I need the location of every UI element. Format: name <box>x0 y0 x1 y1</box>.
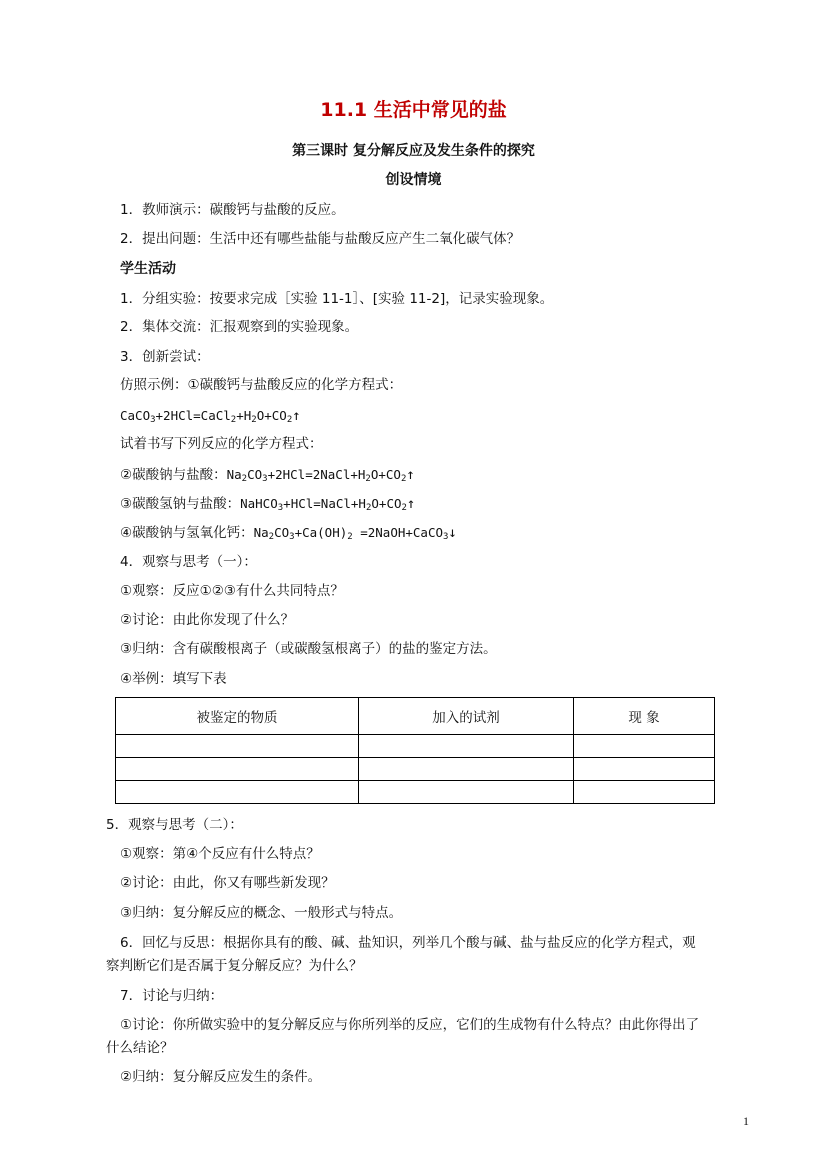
create-item-2: 2．提出问题：生活中还有哪些盐能与盐酸反应产生二氧化碳气体？ <box>120 231 521 247</box>
section-heading-create: 创设情境 <box>385 172 442 188</box>
observe-1-item-3: ③归纳：含有碳酸根离子（或碳酸氢根离子）的盐的鉴定方法。 <box>120 641 497 657</box>
table-cell[interactable] <box>116 758 359 781</box>
equation-3: ③碳酸氢钠与盐酸：$NaHCO_3+HCl=NaCl+H_2O+CO_2↑$ <box>120 496 416 513</box>
discuss-item-2: ②归纳：复分解反应发生的条件。 <box>120 1069 322 1085</box>
table-header-reagent: 加入的试剂 <box>359 698 574 735</box>
table-cell[interactable] <box>359 781 574 804</box>
equation-2: ②碳酸钠与盐酸：$Na_2CO_3+2HCl=2NaCl+H_2O+CO_2↑$ <box>120 467 415 484</box>
equation-example: $CaCO_3+2HCl=CaCl_2+H_2O+CO_2↑$ <box>120 408 301 425</box>
equation-4: ④碳酸钠与氢氧化钙：$Na_2CO_3+Ca(OH)_2$ =2NaOH+CaCO$_3$↓ <box>120 525 457 542</box>
discuss-heading: 7．讨论与归纳： <box>120 988 224 1004</box>
table-cell[interactable] <box>574 781 715 804</box>
discuss-item-1-line-2: 什么结论？ <box>106 1040 174 1056</box>
try-intro: 试着书写下列反应的化学方程式： <box>120 436 323 452</box>
create-item-1: 1．教师演示：碳酸钙与盐酸的反应。 <box>120 202 345 218</box>
activity-item-2: 2．集体交流：汇报观察到的实验现象。 <box>120 319 359 335</box>
discuss-item-1-line-1: ①讨论：你所做实验中的复分解反应与你所列举的反应，它们的生成物有什么特点？由此你得出了 <box>120 1017 700 1033</box>
page-title: 11.1 生活中常见的盐 <box>320 99 507 121</box>
observe-1-item-2: ②讨论：由此你发现了什么？ <box>120 612 295 628</box>
reflect-line-1: 6．回忆与反思：根据你具有的酸、碱、盐知识，列举几个酸与碱、盐与盐反应的化学方程式，观 <box>120 935 696 951</box>
lesson-subtitle: 第三课时 复分解反应及发生条件的探究 <box>292 143 535 159</box>
observe-2-heading: 5．观察与思考（二）： <box>106 817 243 833</box>
example-intro: 仿照示例：①碳酸钙与盐酸反应的化学方程式： <box>120 377 403 393</box>
table-cell[interactable] <box>574 735 715 758</box>
reflect-line-2: 察判断它们是否属于复分解反应？为什么？ <box>106 958 363 974</box>
table-header-row <box>116 698 715 735</box>
table-cell[interactable] <box>359 735 574 758</box>
table-cell[interactable] <box>116 735 359 758</box>
identification-table <box>115 697 715 804</box>
table-cell[interactable] <box>116 781 359 804</box>
table-header-substance: 被鉴定的物质 <box>116 698 359 735</box>
table-row <box>116 758 715 781</box>
observe-2-item-2: ②讨论：由此，你又有哪些新发现？ <box>120 875 335 891</box>
section-heading-student: 学生活动 <box>120 261 176 277</box>
table-header-phenomenon: 现 象 <box>574 698 715 735</box>
table-row <box>116 735 715 758</box>
activity-item-1: 1．分组实验：按要求完成［实验 11-1］、[实验 11-2]，记录实验现象。 <box>120 291 554 307</box>
table-cell[interactable] <box>574 758 715 781</box>
page-number: 1 <box>743 1114 749 1128</box>
table-row <box>116 781 715 804</box>
activity-item-3: 3．创新尝试： <box>120 349 210 365</box>
observe-1-heading: 4．观察与思考（一）： <box>120 554 257 570</box>
observe-2-item-3: ③归纳：复分解反应的概念、一般形式与特点。 <box>120 905 403 921</box>
observe-1-item-1: ①观察：反应①②③有什么共同特点？ <box>120 583 344 599</box>
observe-1-item-4: ④举例：填写下表 <box>120 671 227 687</box>
table-cell[interactable] <box>359 758 574 781</box>
observe-2-item-1: ①观察：第④个反应有什么特点？ <box>120 846 320 862</box>
